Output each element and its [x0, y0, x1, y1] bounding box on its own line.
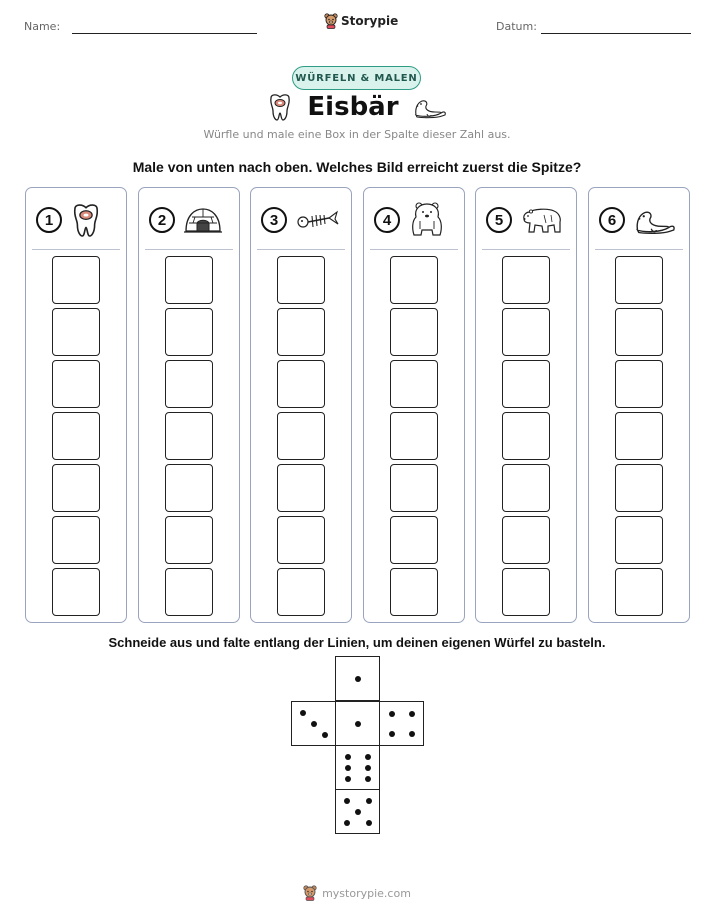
seal-icon: [633, 205, 677, 235]
color-box[interactable]: [390, 256, 438, 304]
color-box[interactable]: [615, 360, 663, 408]
column-number: 4: [374, 207, 400, 233]
color-box[interactable]: [52, 568, 100, 616]
color-box[interactable]: [390, 464, 438, 512]
color-box[interactable]: [277, 516, 325, 564]
date-line[interactable]: [541, 33, 691, 34]
color-box[interactable]: [390, 308, 438, 356]
die-pip: [355, 676, 361, 682]
die-pip: [345, 776, 351, 782]
color-box[interactable]: [277, 360, 325, 408]
column-divider: [595, 249, 683, 250]
footer-url[interactable]: mystorypie.com: [322, 886, 411, 900]
column-number: 5: [486, 207, 512, 233]
column-5: [475, 187, 577, 623]
column-4: [363, 187, 465, 623]
polar-bear-standing-icon: [408, 201, 446, 239]
color-box[interactable]: [502, 256, 550, 304]
color-box[interactable]: [277, 464, 325, 512]
die-pip: [365, 765, 371, 771]
brand-name: Storypie: [341, 14, 399, 28]
footer: [0, 885, 714, 901]
color-box[interactable]: [615, 308, 663, 356]
column-2: [138, 187, 240, 623]
color-box[interactable]: [502, 464, 550, 512]
column-divider: [257, 249, 345, 250]
storypie-bear-icon: [324, 13, 338, 29]
color-box[interactable]: [615, 412, 663, 460]
column-number: 2: [149, 207, 175, 233]
die-pip: [389, 711, 395, 717]
color-box[interactable]: [277, 256, 325, 304]
column-header: [149, 200, 233, 240]
color-box[interactable]: [277, 308, 325, 356]
die-pip: [344, 820, 350, 826]
color-box[interactable]: [390, 412, 438, 460]
activity-badge: WÜRFELN & MALEN: [292, 66, 421, 90]
polar-bear-walking-icon: [520, 205, 564, 235]
die-face-3: [291, 701, 336, 746]
die-pip: [345, 765, 351, 771]
die-face-6: [335, 745, 380, 790]
column-header: [374, 200, 458, 240]
storypie-bear-icon: [303, 885, 317, 901]
column-1: [25, 187, 127, 623]
date-label: Datum:: [496, 20, 537, 33]
column-divider: [370, 249, 458, 250]
color-box[interactable]: [390, 516, 438, 564]
die-pip: [311, 721, 317, 727]
color-box[interactable]: [52, 308, 100, 356]
column-divider: [145, 249, 233, 250]
color-box[interactable]: [165, 516, 213, 564]
color-box[interactable]: [52, 256, 100, 304]
color-box[interactable]: [615, 256, 663, 304]
color-box[interactable]: [502, 360, 550, 408]
column-header: [36, 200, 120, 240]
color-box[interactable]: [277, 412, 325, 460]
title-row: [0, 92, 714, 122]
subtitle: Würfle und male eine Box in der Spalte dieser Zahl aus.: [203, 128, 511, 141]
die-face-1: [335, 656, 380, 701]
die-pip: [366, 798, 372, 804]
column-divider: [32, 249, 120, 250]
color-box[interactable]: [502, 308, 550, 356]
column-header: [599, 200, 683, 240]
color-box[interactable]: [165, 360, 213, 408]
die-pip: [366, 820, 372, 826]
name-label: Name:: [24, 20, 61, 33]
fish-skeleton-icon: [295, 207, 339, 233]
name-line[interactable]: [72, 33, 257, 34]
color-box[interactable]: [615, 568, 663, 616]
die-pip: [409, 731, 415, 737]
page-title: Eisbär: [307, 92, 399, 122]
color-box[interactable]: [165, 308, 213, 356]
game-instruction: Male von unten nach oben. Welches Bild erreicht zuerst die Spitze?: [132, 159, 582, 175]
tooth-icon: [267, 93, 293, 121]
color-box[interactable]: [165, 412, 213, 460]
column-divider: [482, 249, 570, 250]
color-box[interactable]: [502, 516, 550, 564]
die-pip: [300, 710, 306, 716]
color-box[interactable]: [165, 256, 213, 304]
color-box[interactable]: [52, 464, 100, 512]
color-box[interactable]: [390, 360, 438, 408]
color-box[interactable]: [615, 464, 663, 512]
column-number: 6: [599, 207, 625, 233]
tooth-icon: [70, 202, 102, 238]
column-number: 3: [261, 207, 287, 233]
die-pip: [355, 809, 361, 815]
color-box[interactable]: [615, 516, 663, 564]
die-pip: [344, 798, 350, 804]
die-pip: [355, 721, 361, 727]
die-face-1: [335, 701, 380, 746]
dice-instruction: Schneide aus und falte entlang der Linien, um deinen eigenen Würfel zu basteln.: [108, 635, 606, 650]
column-3: [250, 187, 352, 623]
die-pip: [322, 732, 328, 738]
die-face-4: [379, 701, 424, 746]
die-face-5: [335, 789, 380, 834]
die-pip: [389, 731, 395, 737]
die-pip: [409, 711, 415, 717]
column-header: [261, 200, 345, 240]
seal-icon: [413, 95, 447, 119]
color-box[interactable]: [165, 568, 213, 616]
die-pip: [365, 776, 371, 782]
die-pip: [365, 754, 371, 760]
color-box[interactable]: [502, 412, 550, 460]
color-box[interactable]: [52, 412, 100, 460]
die-pip: [345, 754, 351, 760]
column-6: [588, 187, 690, 623]
column-number: 1: [36, 207, 62, 233]
color-box[interactable]: [390, 568, 438, 616]
igloo-icon: [183, 205, 223, 235]
color-box[interactable]: [52, 360, 100, 408]
column-header: [486, 200, 570, 240]
color-box[interactable]: [277, 568, 325, 616]
color-box[interactable]: [165, 464, 213, 512]
color-box[interactable]: [502, 568, 550, 616]
color-box[interactable]: [52, 516, 100, 564]
brand-logo: [324, 13, 398, 29]
